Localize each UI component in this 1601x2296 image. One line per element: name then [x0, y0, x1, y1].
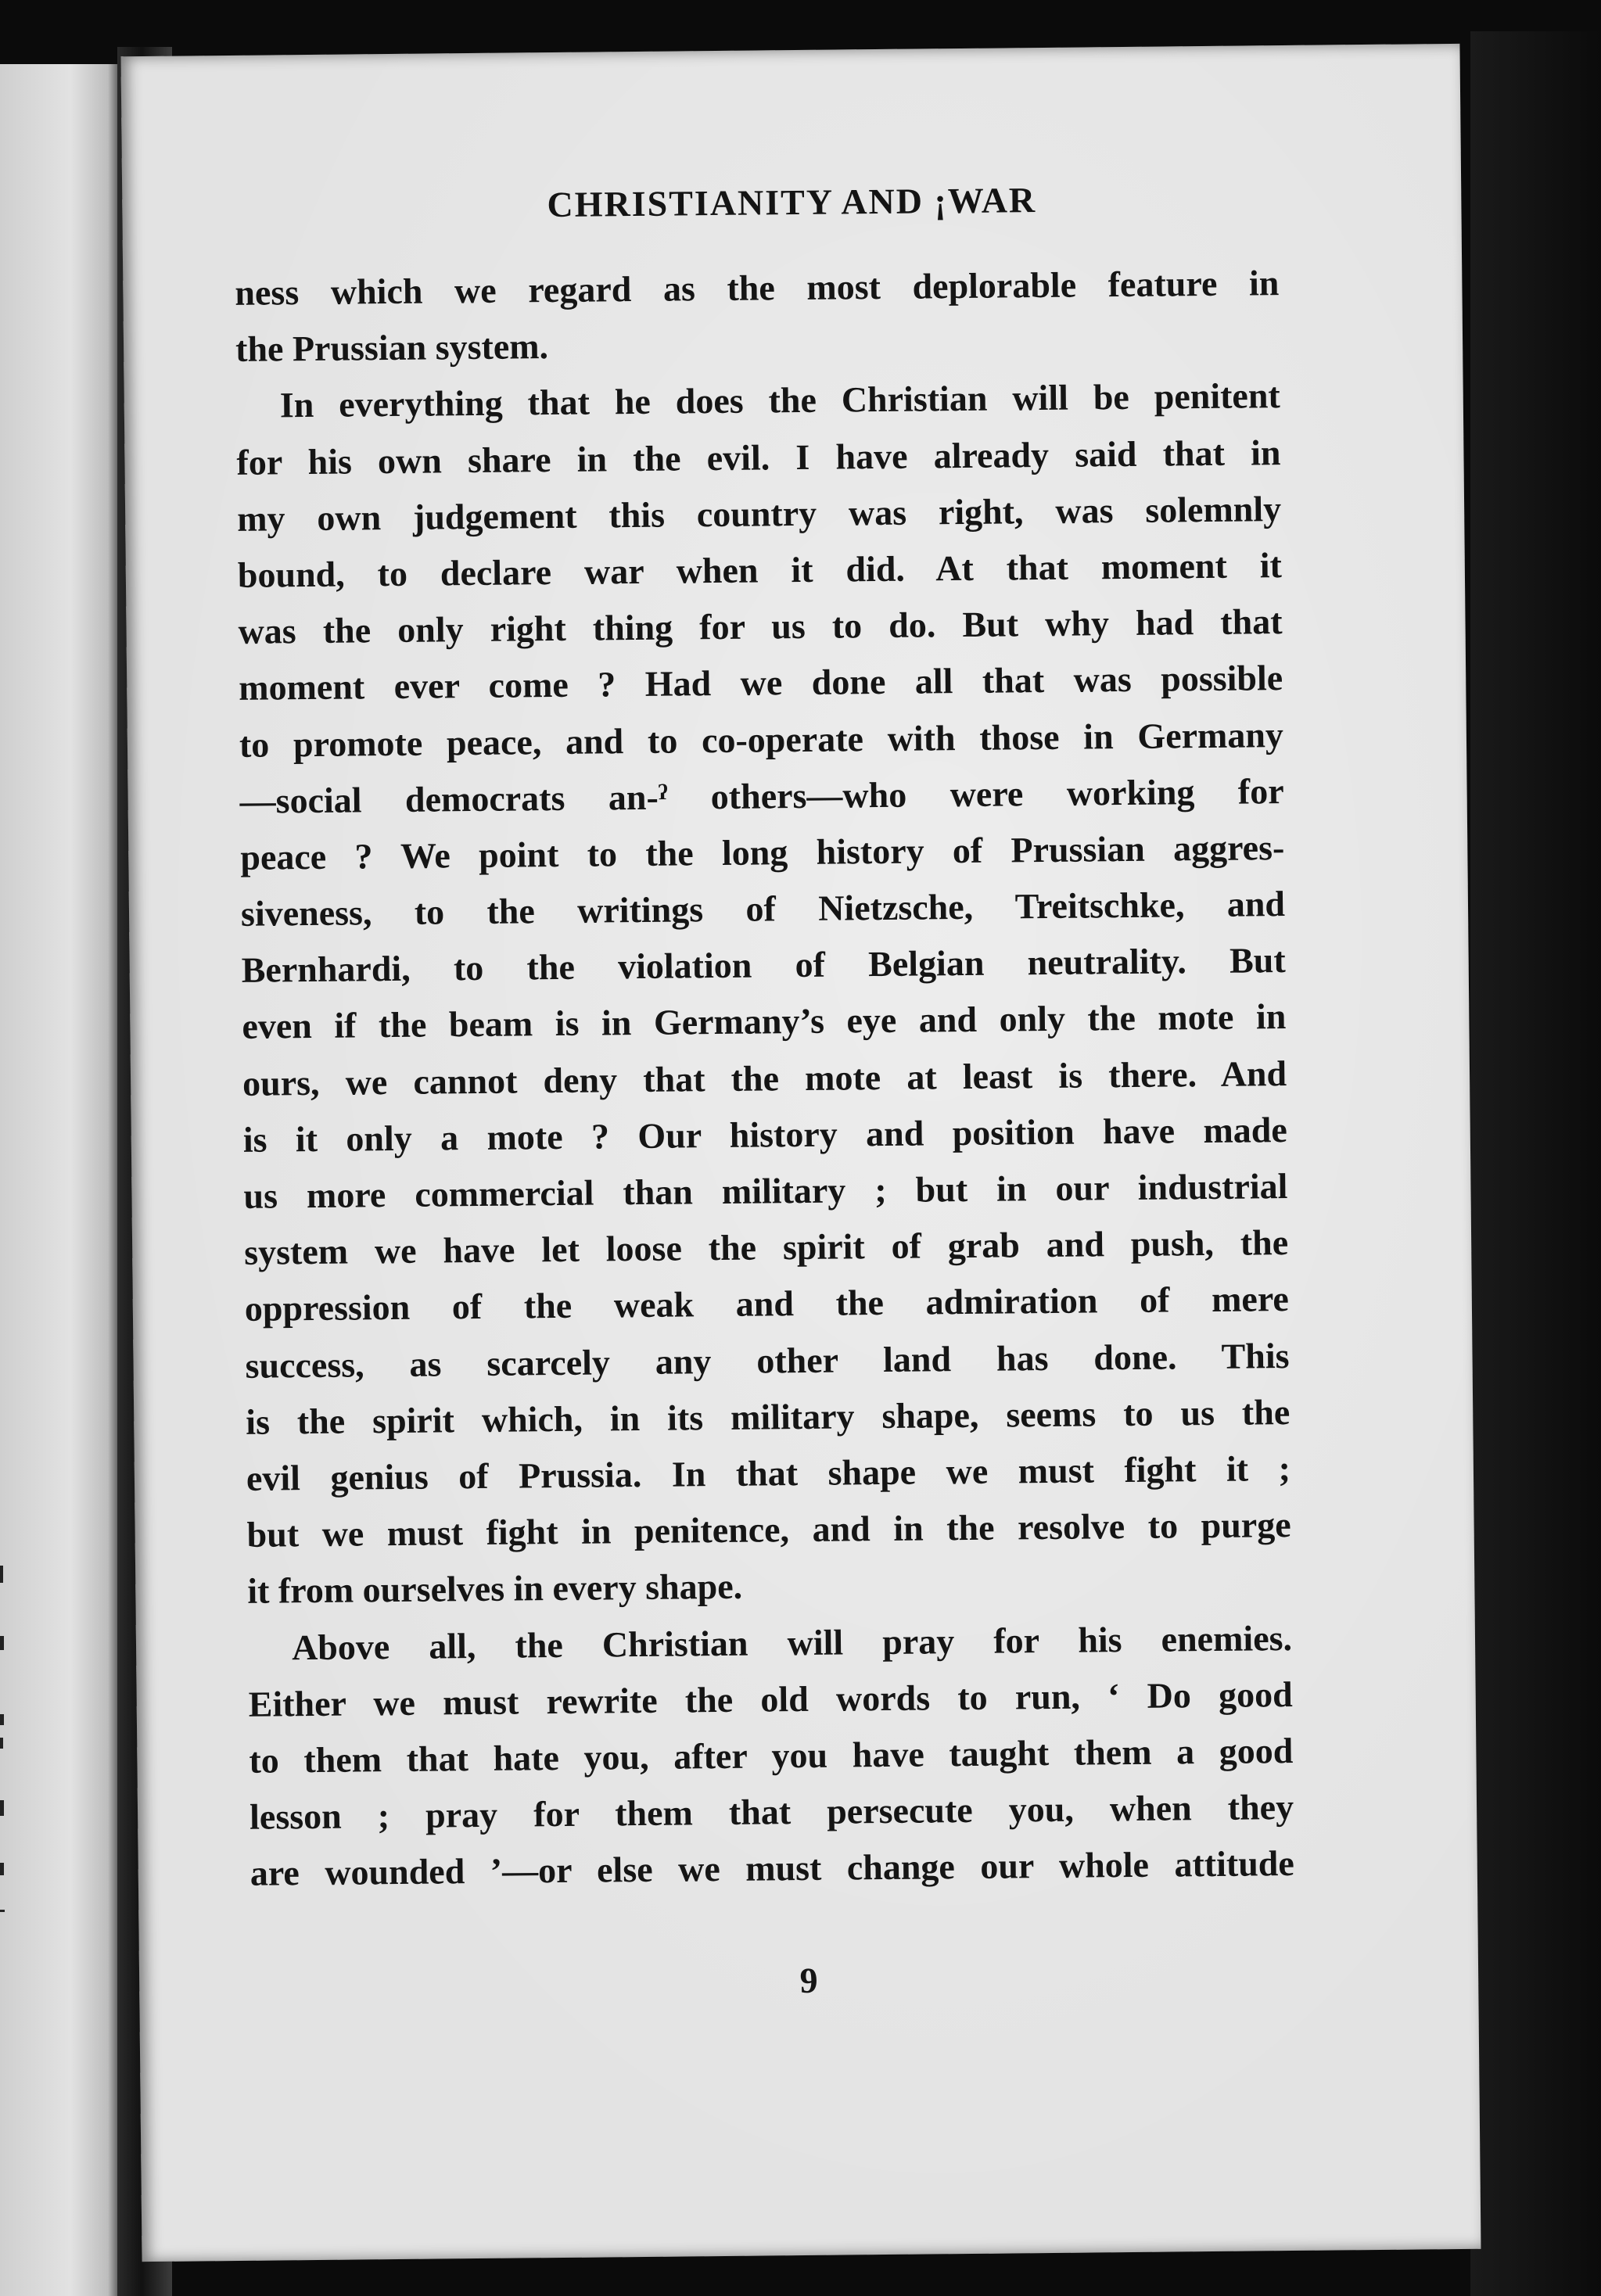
text-line: are wounded ’—or else we must change our whole attitude	[249, 1843, 1294, 1894]
body-text	[235, 255, 1294, 1902]
text-line: to them that hate you, after you have taught them a good	[249, 1730, 1294, 1781]
page-number: 9	[799, 1960, 818, 2001]
margin-mark	[0, 1714, 4, 1725]
text-line: is the spirit which, in its military shape, seems to us the	[246, 1391, 1290, 1442]
text-line: moment ever come ? Had we done all that was possible	[239, 658, 1283, 709]
text-line: —social democrats an-ˀ others—who were working for	[239, 770, 1284, 821]
text-line: is it only a mote ? Our history and position have made	[242, 1109, 1287, 1160]
text-line: to promote peace, and to co-operate with those in Germany	[239, 714, 1284, 765]
text-line: Above all, the Christian will pray for his enemies.	[291, 1617, 1293, 1667]
bleed-through-marks	[0, 64, 117, 2296]
text-line: ness which we regard as the most deplorable feature in	[235, 263, 1280, 313]
scan-background-right	[1470, 31, 1601, 2296]
margin-mark	[0, 1863, 4, 1875]
text-line: evil genius of Prussia. In that shape we must fight it ;	[246, 1448, 1291, 1498]
text-line: us more commercial than military ; but in our industrial	[243, 1166, 1288, 1216]
text-line: peace ? We point to the long history of Prussian aggres-	[240, 827, 1285, 877]
text-line: but we must fight in penitence, and in the resolve to purge	[246, 1505, 1291, 1555]
text-line: the Prussian system.	[235, 326, 549, 370]
margin-mark	[0, 1636, 4, 1650]
text-line: In everything that he does the Christian will be penitent	[279, 375, 1280, 425]
margin-mark	[0, 1566, 3, 1583]
text-line: lesson ; pray for them that persecute you, when they	[249, 1787, 1294, 1837]
text-line: it from ourselves in every shape.	[247, 1566, 743, 1612]
margin-mark	[0, 1738, 3, 1749]
text-line: ours, we cannot deny that the mote at least is there. And	[242, 1053, 1287, 1103]
text-line: for his own share in the evil. I have already said that in	[236, 432, 1281, 483]
running-head: CHRISTIANITY AND ¡WAR	[547, 180, 1037, 225]
text-line: was the only right thing for us to do. But why had that	[238, 601, 1283, 651]
text-line: Either we must rewrite the old words to run, ‘ Do good	[248, 1674, 1293, 1724]
text-line: system we have let loose the spirit of grab and push, the	[243, 1222, 1289, 1273]
book-page	[121, 44, 1481, 2262]
text-line: bound, to declare war when it did. At that moment it	[237, 545, 1283, 595]
margin-mark	[0, 1800, 4, 1816]
previous-page-edge	[0, 64, 117, 2296]
text-line: oppression of the weak and the admiration of mere	[244, 1279, 1290, 1329]
text-line: success, as scarcely any other land has done. This	[245, 1335, 1290, 1386]
text-line: my own judgement this country was right, was solemnly	[236, 488, 1282, 539]
margin-mark	[0, 1910, 5, 1912]
text-line: even if the beam is in Germany’s eye and only the mote in	[242, 996, 1287, 1047]
text-line: Bernhardi, to the violation of Belgian neutrality. But	[241, 940, 1286, 991]
text-line: siveness, to the writings of Nietzsche, Treitschke, and	[240, 884, 1286, 934]
